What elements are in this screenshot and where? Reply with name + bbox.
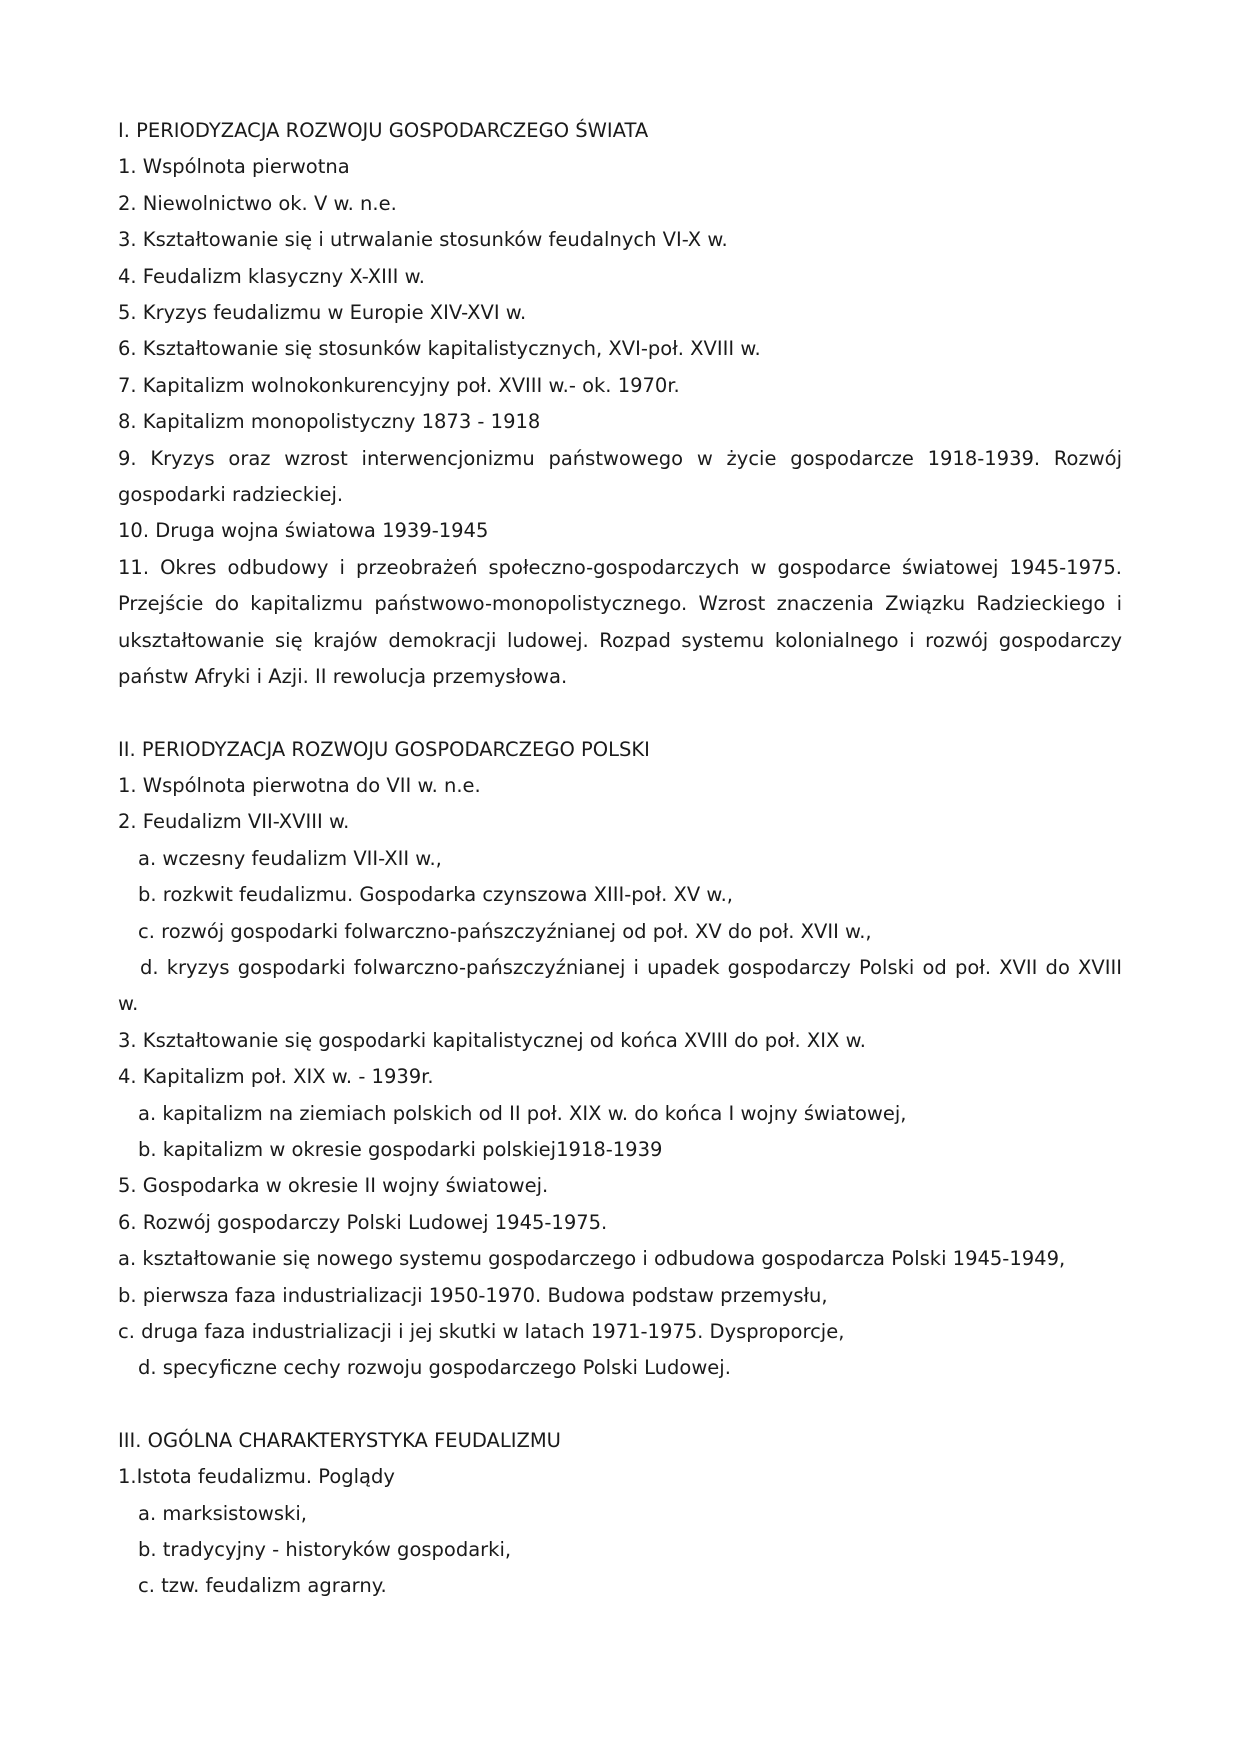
section-2-subitem: c. rozwój gospodarki folwarczno-pańszczyźnianej od poł. XV do poł. XVII w., [138,919,872,943]
section-1-item: 5. Kryzys feudalizmu w Europie XIV-XVI w. [118,301,527,325]
section-1-item: 4. Feudalizm klasyczny X-XIII w. [118,264,425,288]
section-1-item: 2. Niewolnictwo ok. V w. n.e. [118,191,397,215]
section-spacer [118,1387,1122,1423]
section-2-item: 6. Rozwój gospodarczy Polski Ludowej 1945-1975. [118,1210,608,1234]
section-2-subitem-text: d. kryzys gospodarki folwarczno-pańszczyźnianej i upadek gospodarczy Polski od poł. XVII do XVIII w. [118,955,1122,1016]
section-2-subitem: b. kapitalizm w okresie gospodarki polskiej1918-1939 [138,1137,663,1161]
section-3-heading: III. OGÓLNA CHARAKTERYSTYKA FEUDALIZMU [118,1428,561,1452]
section-3-item: 1.Istota feudalizmu. Poglądy [118,1465,395,1489]
section-1-item: 9. Kryzys oraz wzrost interwencjonizmu państwowego w życie gospodarcze 1918-1939. Rozwój gospodarki radzieckiej. [118,446,1122,507]
section-2-subitem: c. druga faza industrializacji i jej skutki w latach 1971-1975. Dysproporcje, [118,1320,845,1343]
section-2-subitem [118,950,1122,1023]
section-1-heading: I. PERIODYZACJA ROZWOJU GOSPODARCZEGO ŚWIATA [118,119,649,142]
section-2-item: 4. Kapitalizm poł. XIX w. - 1939r. [118,1065,434,1089]
section-1-item: 6. Kształtowanie się stosunków kapitalistycznych, XVI-poł. XVIII w. [118,337,761,361]
section-3-subitem: a. marksistowski, [138,1501,307,1525]
section-1-item: 10. Druga wojna światowa 1939-1945 [118,519,489,543]
section-2-item: 5. Gospodarka w okresie II wojny światowej. [118,1174,549,1198]
section-2-item: 1. Wspólnota pierwotna do VII w. n.e. [118,773,481,797]
section-2-item: 3. Kształtowanie się gospodarki kapitalistycznej od końca XVIII do poł. XIX w. [118,1028,866,1052]
section-1-item: 1. Wspólnota pierwotna [118,155,350,179]
section-2-item: 2. Feudalizm VII-XVIII w. [118,810,350,834]
section-spacer [118,696,1122,732]
section-1-item: 3. Kształtowanie się i utrwalanie stosunków feudalnych VI-X w. [118,228,728,252]
section-2-subitem: a. wczesny feudalizm VII-XII w., [138,846,442,870]
section-2-subitem: b. pierwsza faza industrializacji 1950-1970. Budowa podstaw przemysłu, [118,1283,828,1307]
document-page [118,113,1122,1605]
section-1-item: 11. Okres odbudowy i przeobrażeń społeczno-gospodarczych w gospodarce światowej 1945-1975. Przejście do kapitalizmu państwowo-monopolistycznego. Wzrost znaczenia Związku Radzieckiego i ukształtowanie się krajów demokracji ludowej. Rozpad systemu kolonialnego i rozwój gospodarczy państw Afryki i Azji. II rewolucja przemysłowa. [118,555,1122,689]
section-2-heading: II. PERIODYZACJA ROZWOJU GOSPODARCZEGO POLSKI [118,737,650,761]
section-1-item: 8. Kapitalizm monopolistyczny 1873 - 1918 [118,410,541,434]
section-2-subitem: a. kształtowanie się nowego systemu gospodarczego i odbudowa gospodarcza Polski 1945-1949, [118,1247,1066,1271]
section-1-item: 7. Kapitalizm wolnokonkurencyjny poł. XVIII w.- ok. 1970r. [118,373,680,397]
section-3-subitem: b. tradycyjny - historyków gospodarki, [138,1538,512,1562]
section-3-subitem: c. tzw. feudalizm agrarny. [138,1574,387,1598]
section-2-subitem: d. specyficzne cechy rozwoju gospodarczego Polski Ludowej. [138,1356,731,1380]
section-2-subitem: b. rozkwit feudalizmu. Gospodarka czynszowa XIII-poł. XV w., [138,883,733,907]
section-2-subitem: a. kapitalizm na ziemiach polskich od II poł. XIX w. do końca I wojny światowej, [138,1101,907,1125]
